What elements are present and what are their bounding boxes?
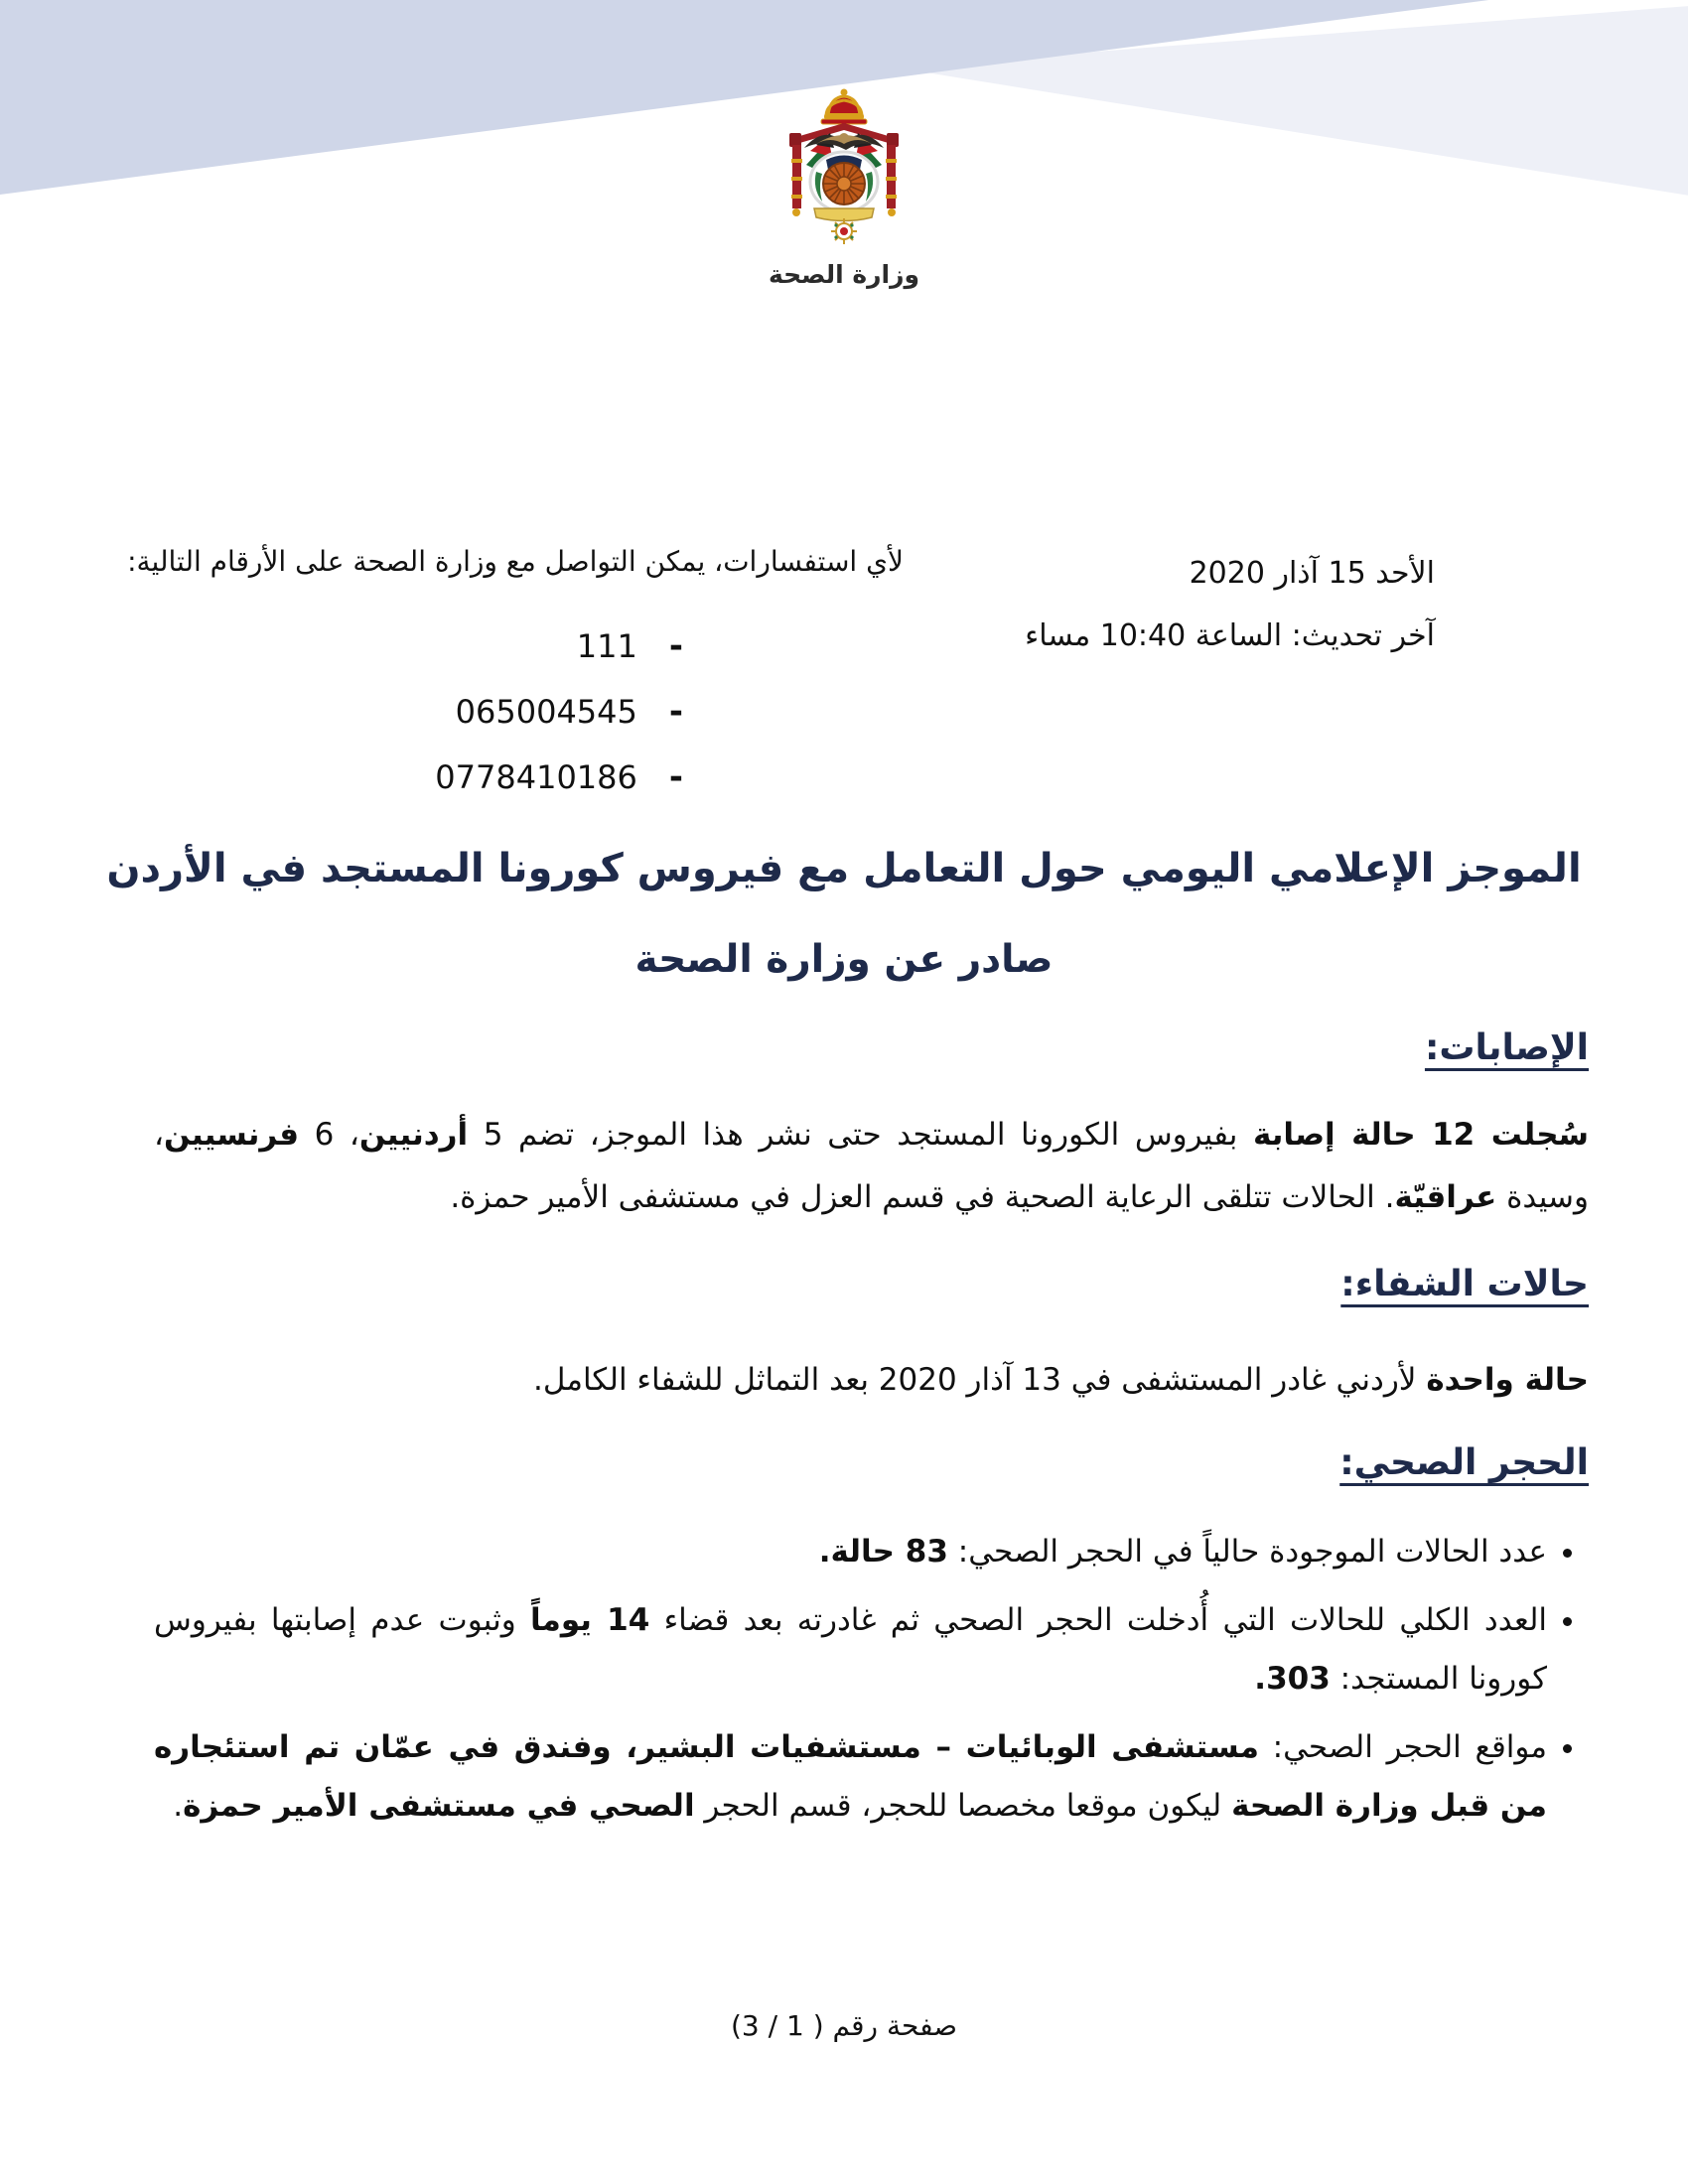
list-dash: -	[668, 692, 683, 732]
phone-number: 111	[576, 627, 637, 665]
page-title-line1: الموجز الإعلامي اليومي حول التعامل مع فيروس كورونا المستجد في الأردن	[106, 846, 1582, 891]
jordan-coat-of-arms-icon	[776, 85, 912, 259]
list-dash: -	[668, 757, 683, 797]
section-heading-recoveries: حالات الشفاء:	[1340, 1264, 1589, 1304]
page-title-line2: صادر عن وزارة الصحة	[634, 937, 1054, 982]
phone-row	[435, 745, 683, 810]
list-dash: -	[668, 626, 683, 666]
section-heading-infections: الإصابات:	[1424, 1027, 1589, 1068]
phone-number: 065004545	[455, 693, 637, 731]
date-line: الأحد 15 آذار 2020	[1189, 556, 1435, 591]
ministry-name-calligraphy: وزارة الصحة	[768, 260, 920, 289]
list-item: • عدد الحالات الموجودة حالياً في الحجر الصحي: 83 حالة.	[154, 1523, 1547, 1581]
page-number: صفحة رقم ( 1 / 3)	[730, 2009, 958, 2042]
recoveries-paragraph: حالة واحدة لأردني غادر المستشفى في 13 آذار 2020 بعد التماثل للشفاء الكامل.	[533, 1362, 1589, 1398]
section-heading-quarantine: الحجر الصحي:	[1339, 1442, 1589, 1483]
last-update-line: آخر تحديث: الساعة 10:40 مساء	[1025, 618, 1435, 653]
quarantine-bullets	[154, 1523, 1589, 1845]
phone-row	[435, 614, 683, 679]
list-item: • مواقع الحجر الصحي: مستشفى الوبائيات – مستشفيات البشير، وفندق في عمّان تم استئجاره من قبل وزارة الصحة ليكون موقعا مخصصا للحجر، قسم الحجر الصحي في مستشفى الأمير حمزة.	[154, 1718, 1547, 1836]
contact-intro: لأي استفسارات، يمكن التواصل مع وزارة الصحة على الأرقام التالية:	[127, 545, 904, 578]
infections-paragraph: سُجلت 12 حالة إصابة بفيروس الكورونا المستجد حتى نشر هذا الموجز، تضم 5 أردنيين، 6 فرنسيين، وسيدة عراقيّة. الحالات تتلقى الرعاية الصحية في قسم العزل في مستشفى الأمير حمزة.	[154, 1117, 1590, 1215]
date-block	[1025, 542, 1435, 667]
list-item: • العدد الكلي للحالات التي أُدخلت الحجر الصحي ثم غادرته بعد قضاء 14 يوماً وثبوت عدم إصابتها بفيروس كورونا المستجد: 303.	[154, 1591, 1547, 1708]
phone-list	[435, 614, 683, 810]
phone-number: 0778410186	[435, 758, 637, 796]
phone-row	[435, 679, 683, 745]
